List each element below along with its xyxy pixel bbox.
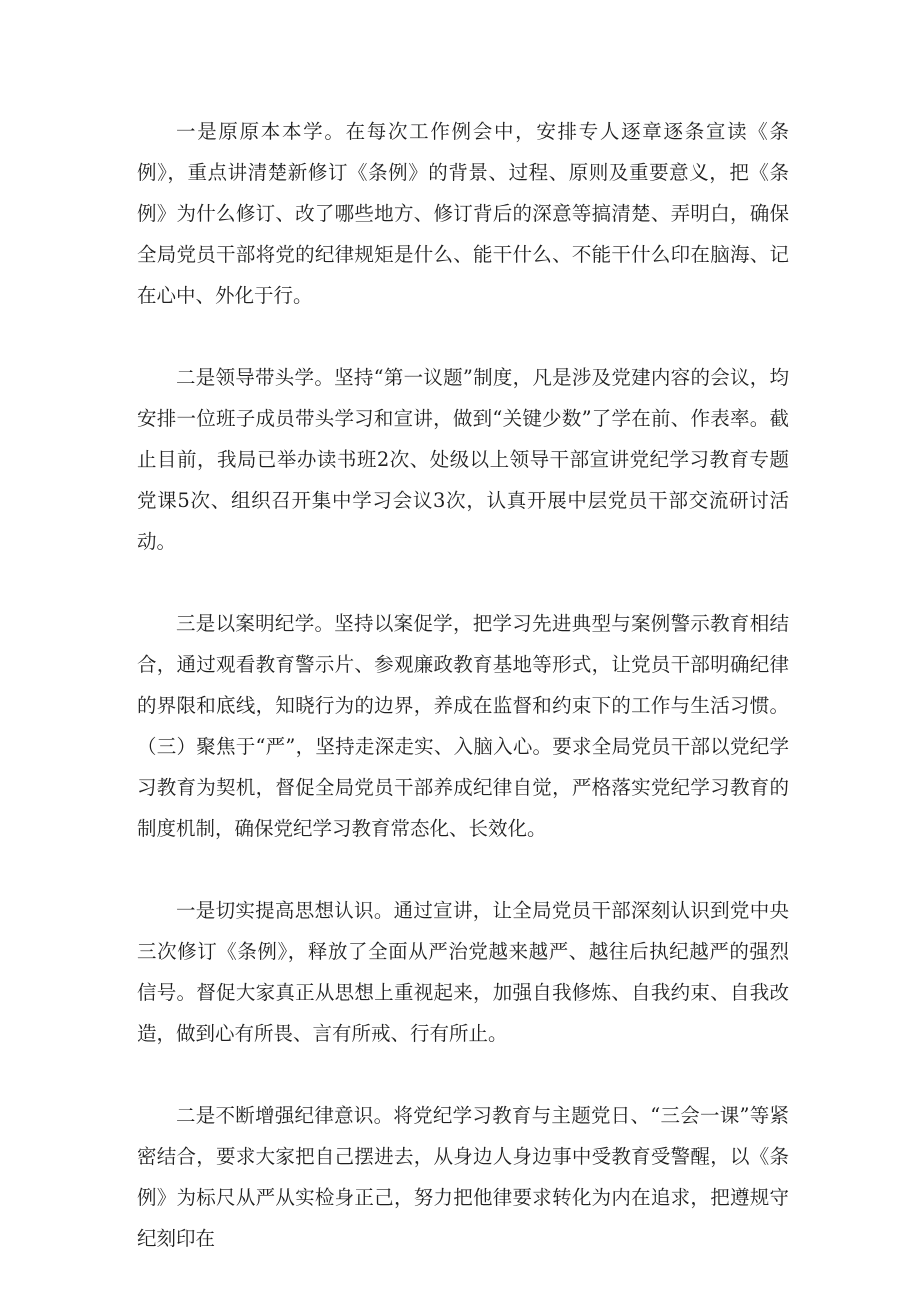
document-body (137, 111, 789, 1300)
paragraph-2: 二是领导带头学。坚持“第一议题”制度，凡是涉及党建内容的会议，均安排一位班子成员带头学习和宣讲，做到“关键少数”了学在前、作表率。截止目前，我局已举办读书班2次、处级以上领导干部宣讲党纪学习教育专题党课5次、组织召开集中学习会议3次，认真开展中层党员干部交流研讨活动。 (137, 366, 789, 553)
paragraph-3: 三是以案明纪学。坚持以案促学，把学习先进典型与案例警示教育相结合，通过观看教育警示片、参观廉政教育基地等形式，让党员干部明确纪律的界限和底线，知晓行为的边界，养成在监督和约束下的工作与生活习惯。（三）聚焦于“严”，坚持走深走实、入脑入心。要求全局党员干部以党纪学习教育为契机，督促全局党员干部养成纪律自觉，严格落实党纪学习教育的制度机制，确保党纪学习教育常态化、长效化。 (137, 612, 789, 840)
paragraph-5: 二是不断增强纪律意识。将党纪学习教育与主题党日、“三会一课”等紧密结合，要求大家把自己摆进去，从身边人身边事中受教育受警醒，以《条例》为标尺从严从实检身正己，努力把他律要求转化为内在追求，把遵规守纪刻印在 (137, 1104, 789, 1250)
paragraph-1: 一是原原本本学。在每次工作例会中，安排专人逐章逐条宣读《条例》，重点讲清楚新修订《条例》的背景、过程、原则及重要意义，把《条例》为什么修订、改了哪些地方、修订背后的深意等搞清楚、弄明白，确保全局党员干部将党的纪律规矩是什么、能干什么、不能干什么印在脑海、记在心中、外化于行。 (137, 120, 789, 307)
paragraph-4: 一是切实提高思想认识。通过宣讲，让全局党员干部深刻认识到党中央三次修订《条例》，释放了全面从严治党越来越严、越往后执纪越严的强烈信号。督促大家真正从思想上重视起来，加强自我修炼、自我约束、自我改造，做到心有所畏、言有所戒、行有所止。 (137, 899, 789, 1045)
